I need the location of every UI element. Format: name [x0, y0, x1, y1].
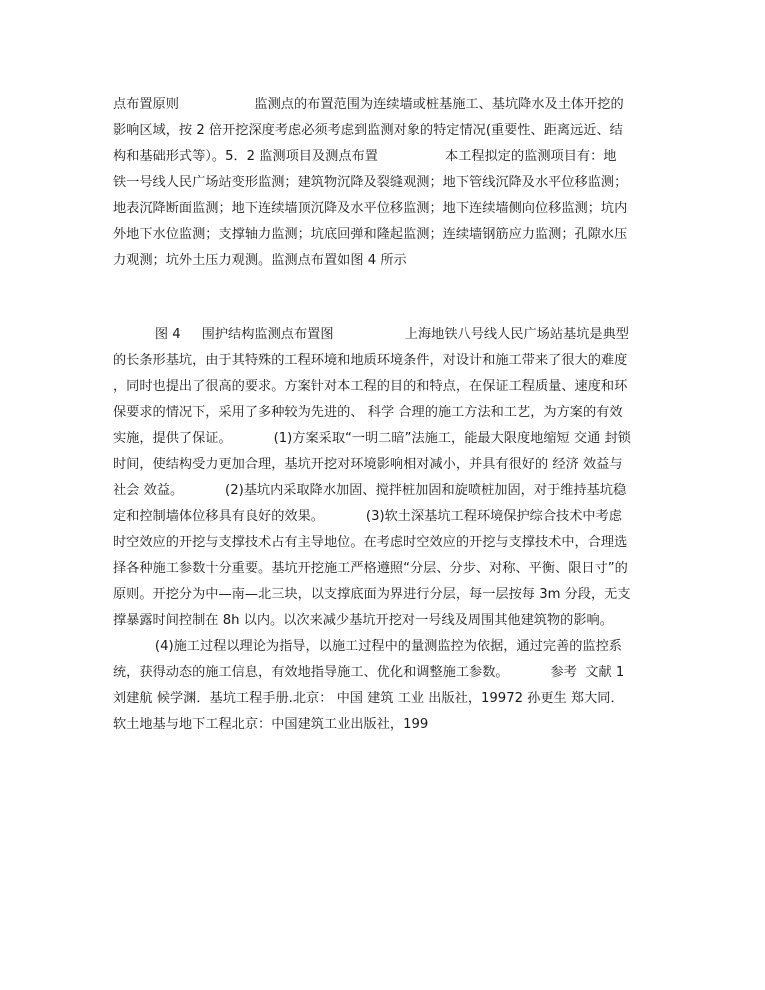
- text-line: 点布置原则 监测点的布置范围为连续墙或桩基施工、基坑降水及土体开挖的: [113, 97, 624, 112]
- text-line: 实施，提供了保证。 (1)方案采取“一明二暗”法施工，能最大限度地缩短 交通 封锁: [113, 431, 631, 446]
- text-line: 择各种施工参数十分重要。基坑开挖施工严格遵照“分层、分步、对称、平衡、限日寸”的: [113, 561, 628, 576]
- text-line: 力观测；坑外土压力观测。监测点布置如图 4 所示: [113, 253, 407, 268]
- text-line: (4)施工过程以理论为指导，以施工过程中的量测监控为依据，通过完善的监控系: [113, 639, 622, 654]
- text-line: 地表沉降断面监测；地下连续墙顶沉降及水平位移监测；地下连续墙侧向位移监测；坑内: [113, 201, 628, 216]
- text-line: 图 4 围护结构监测点布置图 上海地铁八号线人民广场站基坑是典型: [113, 327, 629, 342]
- text-line: 刘建航 候学渊．基坑工程手册.北京： 中国 建筑 工业 出版社，19972 孙更生 郑大同．: [113, 691, 624, 706]
- text-line: 铁一号线人民广场站变形监测；建筑物沉降及裂缝观测；地下管线沉降及水平位移监测；: [113, 175, 628, 190]
- text-line: 社会 效益。 (2)基坑内采取降水加固、搅拌桩加固和旋喷桩加固，对于维持基坑稳: [113, 483, 627, 498]
- text-line: 撑暴露时间控制在 8h 以内。以次来减少基坑开挖对一号线及周围其他建筑物的影响。: [113, 613, 613, 628]
- text-line: 保要求的情况下，采用了多种较为先进的、 科学 合理的施工方法和工艺，为方案的有效: [113, 405, 623, 420]
- text-line: ，同时也提出了很高的要求。方案针对本工程的目的和特点，在保证工程质量、速度和环: [113, 379, 628, 394]
- text-line: 时间，使结构受力更加合理，基坑开挖对环境影响相对减小，并具有很好的 经济 效益与: [113, 457, 623, 472]
- text-line: 影响区域，按 2 倍开挖深度考虑必须考虑到监测对象的特定情况(重要性、距离远近、结: [113, 123, 623, 138]
- text-line: 的长条形基坑，由于其特殊的工程环境和地质环境条件，对设计和施工带来了很大的难度: [113, 353, 628, 368]
- text-line: 软土地基与地下工程北京：中国建筑工业出版社，199: [113, 717, 429, 732]
- text-line: 原则。开挖分为中—南—北三块，以支撑底面为界进行分层，每一层按每 3m 分段，无支: [113, 587, 631, 602]
- text-line: 统，获得动态的施工信息，有效地指导施工、优化和调整施工参数。 参考 文献 1: [113, 665, 625, 680]
- text-line: 时空效应的开挖与支撑技术占有主导地位。在考虑时空效应的开挖与支撑技术中，合理选: [113, 535, 628, 550]
- text-line: 构和基础形式等）。5．2 监测项目及测点布置 本工程拟定的监测项目有：地: [113, 149, 617, 164]
- paragraph-monitoring-layout: [113, 92, 658, 274]
- text-line: 定和控制墙体位移具有良好的效果。 (3)软土深基坑工程环境保护综合技术中考虑: [113, 509, 622, 524]
- paragraph-conclusion-references: [113, 322, 658, 738]
- text-line: 外地下水位监测；支撑轴力监测；坑底回弹和隆起监测；连续墙钢筋应力监测；孔隙水压: [113, 227, 628, 242]
